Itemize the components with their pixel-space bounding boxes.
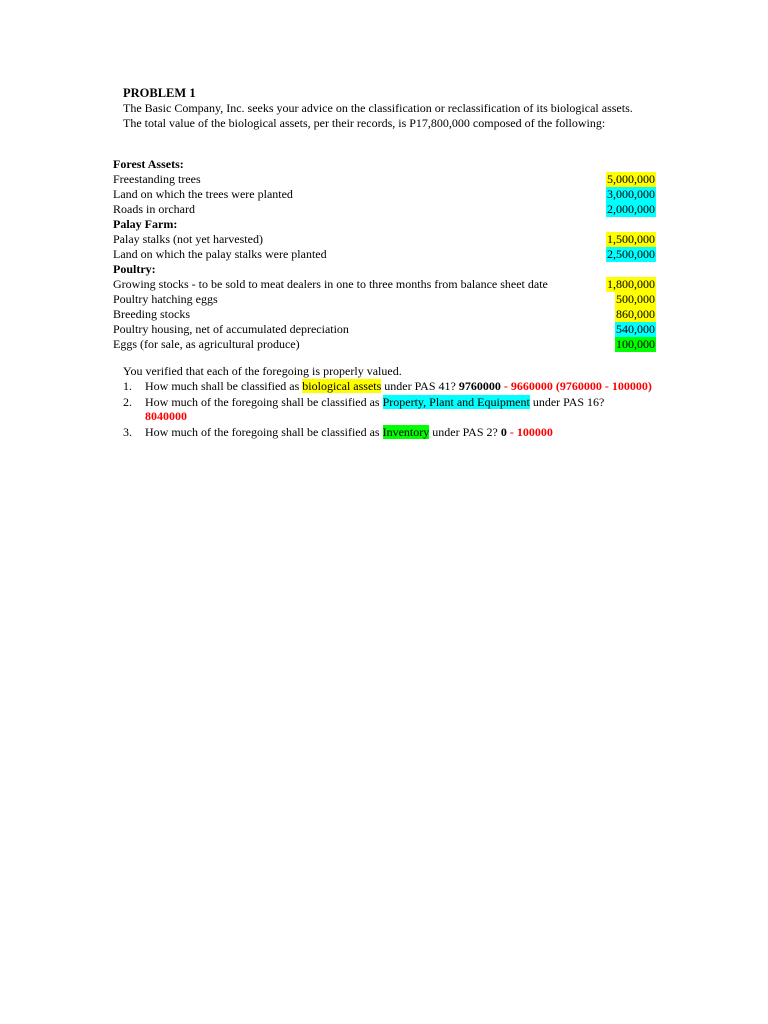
group-header — [113, 217, 656, 232]
group-header-label: Poultry: — [113, 262, 156, 276]
asset-row — [113, 277, 656, 292]
question-number: 1. — [123, 379, 132, 393]
asset-value: 2,500,000 — [607, 247, 655, 261]
asset-label: Palay stalks (not yet harvested) — [113, 232, 263, 246]
asset-row — [113, 232, 656, 247]
asset-label: Freestanding trees — [113, 172, 201, 186]
question-item — [123, 395, 663, 423]
asset-value: 2,000,000 — [607, 202, 655, 216]
answer-correction: 8040000 — [145, 409, 187, 423]
asset-row — [113, 307, 656, 322]
asset-value: 500,000 — [616, 292, 655, 306]
asset-value: 540,000 — [616, 322, 655, 336]
asset-value: 860,000 — [616, 307, 655, 321]
asset-label: Roads in orchard — [113, 202, 195, 216]
asset-row — [113, 172, 656, 187]
asset-value: 3,000,000 — [607, 187, 655, 201]
question-text: How much shall be classified as — [145, 379, 303, 393]
answer-correction: - 100000 — [506, 425, 553, 439]
question-text: under PAS 41? — [381, 379, 459, 393]
problem-title: PROBLEM 1 — [123, 86, 196, 100]
asset-row — [113, 322, 656, 337]
asset-label: Poultry hatching eggs — [113, 292, 218, 306]
question-number: 3. — [123, 425, 132, 439]
asset-label: Land on which the palay stalks were planted — [113, 247, 327, 261]
asset-label: Eggs (for sale, as agricultural produce) — [113, 337, 300, 351]
answer-value: 0 — [500, 425, 507, 439]
highlighted-term: Inventory — [382, 425, 430, 439]
group-header — [113, 262, 656, 277]
question-number: 2. — [123, 395, 132, 409]
verified-statement: You verified that each of the foregoing is properly valued. — [123, 364, 402, 378]
highlighted-term: biological assets — [302, 379, 382, 393]
asset-value: 100,000 — [616, 337, 655, 351]
question-text: under PAS 2? — [429, 425, 501, 439]
question-item — [123, 425, 663, 439]
asset-row — [113, 247, 656, 262]
asset-label: Breeding stocks — [113, 307, 190, 321]
highlighted-term: Property, Plant and Equipment — [382, 395, 530, 409]
question-text: under PAS 16? — [529, 395, 605, 409]
question-text: How much of the foregoing shall be classified as — [145, 395, 383, 409]
asset-value: 1,800,000 — [607, 277, 655, 291]
asset-label: Land on which the trees were planted — [113, 187, 293, 201]
asset-table — [113, 157, 656, 352]
question-text: How much of the foregoing shall be classified as — [145, 425, 383, 439]
question-item — [123, 379, 663, 393]
asset-value: 5,000,000 — [607, 172, 655, 186]
asset-row — [113, 187, 656, 202]
answer-value: 9760000 — [458, 379, 501, 393]
asset-row — [113, 292, 656, 307]
group-header-label: Palay Farm: — [113, 217, 178, 231]
asset-row — [113, 337, 656, 352]
answer-correction: - 9660000 (9760000 - 100000) — [500, 379, 652, 393]
question-list — [123, 379, 663, 441]
group-header — [113, 157, 656, 172]
problem-intro: The Basic Company, Inc. seeks your advice on the classification or reclassification of its biological assets. The total value of the biological assets, per their records, is P17,800,000 composed of the following: — [123, 101, 633, 130]
asset-row — [113, 202, 656, 217]
group-header-label: Forest Assets: — [113, 157, 184, 171]
asset-label: Growing stocks - to be sold to meat dealers in one to three months from balance sheet date — [113, 277, 548, 291]
asset-value: 1,500,000 — [607, 232, 655, 246]
asset-label: Poultry housing, net of accumulated depreciation — [113, 322, 349, 336]
